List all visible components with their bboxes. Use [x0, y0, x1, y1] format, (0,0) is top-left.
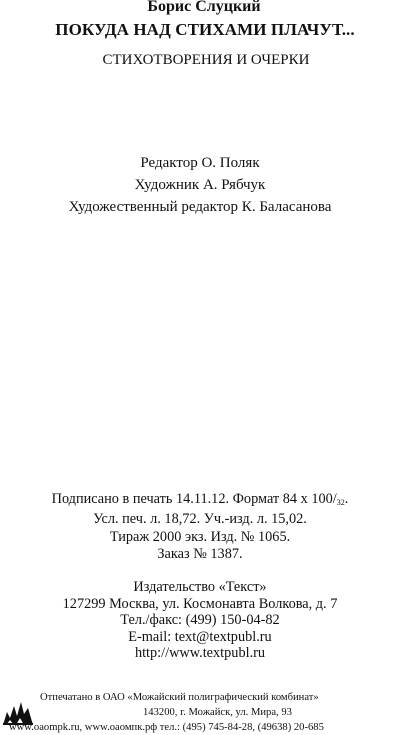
- print-info-block: [0, 491, 400, 563]
- publisher-url: http://www.textpubl.ru: [134, 645, 266, 662]
- publisher-email: E-mail: text@textpubl.ru: [128, 628, 272, 645]
- credits-block: [0, 152, 400, 218]
- print-sheets: Усл. печ. л. 18,72. Уч.-изд. л. 15,02.: [93, 511, 307, 528]
- order-number: Заказ № 1387.: [157, 545, 243, 562]
- printer-address: 143200, г. Можайск, ул. Мира, 93: [143, 707, 292, 718]
- editor-credit: Редактор О. Поляк: [140, 155, 260, 171]
- author-name: Борис Слуцкий: [147, 0, 261, 15]
- printer-name: Отпечатано в ОАО «Можайский полиграфический комбинат»: [40, 692, 319, 703]
- publisher-block: [0, 579, 400, 662]
- print-run: Тираж 2000 экз. Изд. № 1065.: [109, 528, 291, 545]
- printer-block: [0, 690, 400, 735]
- book-title: ПОКУДА НАД СТИХАМИ ПЛАЧУТ...: [55, 20, 355, 39]
- print-date-format: [0, 491, 400, 511]
- print-date-format-text: Подписано в печать 14.11.12. Формат 84 х 100/: [51, 491, 337, 507]
- publisher-address: 127299 Москва, ул. Космонавта Волкова, д. 7: [62, 595, 338, 612]
- book-subtitle: СТИХОТВОРЕНИЯ И ОЧЕРКИ: [102, 52, 310, 68]
- art-editor-credit: Художественный редактор К. Баласанова: [68, 199, 332, 215]
- publisher-name: Издательство «Текст»: [133, 579, 267, 595]
- printer-contacts: www.oaompk.ru, www.оаомпк.рф тел.: (495) 745-84-28, (49638) 20-685: [9, 722, 324, 733]
- format-subscript: 32: [336, 498, 345, 507]
- print-date-format-end: .: [344, 491, 349, 507]
- publisher-phone: Тел./факс: (499) 150-04-82: [120, 612, 280, 629]
- artist-credit: Художник А. Рябчук: [134, 177, 266, 193]
